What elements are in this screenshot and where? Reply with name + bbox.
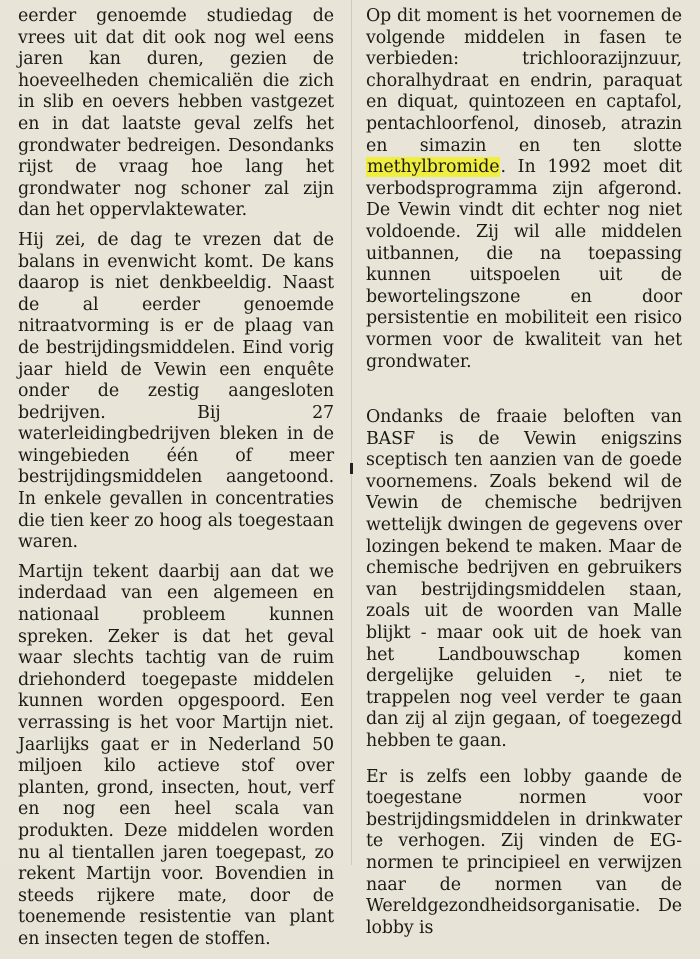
right-paragraph-1 xyxy=(366,6,682,373)
left-column xyxy=(18,6,334,959)
right-paragraph-3: Er is zelfs een lobby gaande de toegestane normen voor bestrijdingsmiddelen in drinkwater te verhogen. Zij vinden de EG-normen te principieel en verwijzen naar de normen van de Wereldgezondheidsorganisatie. De lobby is xyxy=(366,766,682,938)
right-paragraph-1-rest: . In 1992 moet dit verbodsprogramma zijn afgerond. De Vewin vindt dit echter nog niet voldoende. Zij wil alle middelen uitbannen, die na toepassing kunnen uitspoelen uit de bewortelingszone en door persistentie en mobiliteit een risico vormen voor de kwaliteit van het grondwater. xyxy=(366,157,682,372)
column-divider xyxy=(351,0,352,865)
highlighted-term: methylbromide xyxy=(367,157,500,178)
left-paragraph-1: eerder genoemde studiedag de vrees uit dat dit ook nog wel eens jaren kan duren, gezien de hoeveelheden chemicaliën die zich in slib en oevers hebben vastgezet en in dat laatste geval zelfs het grondwater bedreigen. Desondanks rijst de vraag hoe lang het grondwater nog schoner zal zijn dan het oppervlaktewater. xyxy=(18,6,334,221)
divider-mark xyxy=(350,463,353,474)
right-paragraph-1-text: Op dit moment is het voornemen de volgende middelen in fasen te verbieden: trichloorazijnzuur, choralhydraat en endrin, paraquat en diquat, quintozeen en captafol, pentachloorfenol, dinoseb, atrazin en simazin en ten slotte xyxy=(366,6,682,156)
right-column xyxy=(366,6,682,947)
left-paragraph-3: Martijn tekent daarbij aan dat we inderdaad van een algemeen en nationaal probleem kunnen spreken. Zeker is dat het geval waar slechts tachtig van de ruim driehonderd toegepaste middelen kunnen worden opgespoord. Een verrassing is het voor Martijn niet. Jaarlijks gaat er in Nederland 50 miljoen kilo actieve stof over planten, grond, insecten, hout, verf en nog een heel scala van produkten. Deze middelen worden nu al tientallen jaren toegepast, zo rekent Martijn voor. Bovendien in steeds rijkere mate, door de toenemende resistentie van plant en insecten tegen de stoffen. xyxy=(18,561,334,949)
right-paragraph-2: Ondanks de fraaie beloften van BASF is de Vewin enigszins sceptisch ten aanzien van de goede voornemens. Zoals bekend wil de Vewin de chemische bedrijven wettelijk dwingen de gegevens over lozingen bekend te maken. Maar de chemische bedrijven en gebruikers van bestrijdingsmiddelen staan, zoals uit de woorden van Malle blijkt - maar ook uit de hoek van het Landbouwschap komen dergelijke geluiden -, niet te trappelen nog veel verder te gaan dan zij al zijn gegaan, of toegezegd hebben te gaan. xyxy=(366,407,682,751)
left-paragraph-2: Hij zei, de dag te vrezen dat de balans in evenwicht komt. De kans daarop is niet denkbeeldig. Naast de al eerder genoemde nitraatvorming is er de plaag van de bestrijdingsmiddelen. Eind vorig jaar hield de Vewin een enquête onder de zestig aangesloten bedrijven. Bij 27 waterleidingbedrijven bleken in de wingebieden één of meer bestrijdingsmiddelen aangetoond. In enkele gevallen in concentraties die tien keer zo hoog als toegestaan waren. xyxy=(18,229,334,553)
